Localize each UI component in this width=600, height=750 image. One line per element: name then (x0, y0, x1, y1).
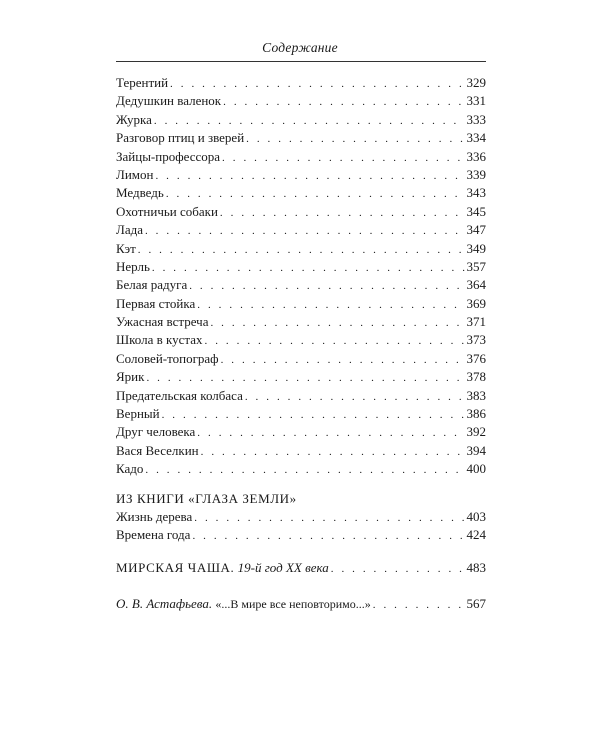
toc-entry-page: 383 (466, 387, 486, 403)
toc-entry-title: Первая стойка (116, 295, 196, 311)
toc-entry-page: 371 (466, 314, 486, 330)
toc-entry-page: 424 (466, 527, 486, 543)
toc-entry[interactable] (116, 387, 486, 405)
leader-dots (138, 241, 465, 259)
leader-dots (166, 185, 465, 203)
toc-entry[interactable] (116, 331, 486, 349)
leader-dots (197, 296, 464, 314)
toc-entry-page: 329 (466, 75, 486, 90)
leader-dots (170, 75, 464, 93)
leader-dots (210, 314, 464, 332)
leader-dots (373, 596, 465, 614)
leader-dots (222, 149, 464, 167)
toc-entry[interactable] (116, 92, 486, 110)
toc-entry-page: 336 (466, 148, 486, 164)
toc-entry-title: Медведь (116, 185, 164, 201)
toc-entry-title: Дедушкин валенок (116, 93, 222, 109)
toc-entry-title: Школа в кустах (116, 332, 203, 348)
toc-entry[interactable] (116, 203, 486, 221)
toc-entry-title: Кэт (116, 240, 136, 256)
toc-entry-title: Лада (116, 222, 143, 238)
toc-entry[interactable] (116, 276, 486, 294)
leader-dots (221, 351, 465, 369)
leader-dots (197, 424, 464, 442)
toc-entry-page: 369 (466, 295, 486, 311)
leader-dots (331, 560, 465, 578)
toc-entry-mirskaya-chasha[interactable] (116, 559, 486, 577)
toc-entry-title: Зайцы-профессора (116, 148, 221, 164)
toc-entry-title: Журка (116, 111, 152, 127)
entry-title-caps: МИРСКАЯ ЧАША. (116, 559, 235, 575)
leader-dots (155, 167, 464, 185)
leader-dots (152, 259, 465, 277)
running-header: Содержание (262, 40, 338, 55)
entry-subtitle: 19-й год XX века (237, 559, 329, 575)
toc-entry[interactable] (116, 166, 486, 184)
toc-entry[interactable] (116, 184, 486, 202)
toc-entry[interactable] (116, 74, 486, 92)
toc-entry-page: 392 (466, 424, 486, 440)
toc-entry-page: 394 (466, 442, 486, 458)
section-entries-glaza-zemli (116, 508, 486, 545)
toc-entry-title: Нерль (116, 258, 150, 274)
toc-entry-title: Друг человека (116, 424, 196, 440)
toc-entry-title: Охотничьи собаки (116, 203, 218, 219)
afterword-title: «...В мире все неповторимо...» (215, 597, 371, 612)
toc-entry-page: 373 (466, 332, 486, 348)
afterword-author: О. В. Астафьева. (116, 596, 213, 612)
toc-entry-page: 567 (466, 596, 486, 612)
toc-entry-title: Времена года (116, 527, 191, 543)
toc-entry[interactable] (116, 350, 486, 368)
toc-entry-page: 376 (466, 350, 486, 366)
toc-entry-page: 347 (466, 222, 486, 238)
toc-entry-afterword[interactable] (116, 595, 486, 613)
toc-entry[interactable] (116, 526, 486, 544)
toc-entry-title: Лимон (116, 166, 154, 182)
header-rule (116, 61, 486, 62)
leader-dots (205, 332, 465, 350)
toc-entry[interactable] (116, 405, 486, 423)
toc-entry-title (116, 595, 371, 613)
toc-entry[interactable] (116, 258, 486, 276)
toc-entry[interactable] (116, 442, 486, 460)
toc-entry-title: Ужасная встреча (116, 314, 209, 330)
table-of-contents (116, 74, 486, 614)
toc-entry[interactable] (116, 221, 486, 239)
toc-entry-page: 386 (466, 406, 486, 422)
leader-dots (145, 222, 465, 240)
leader-dots (245, 388, 465, 406)
toc-entry[interactable] (116, 508, 486, 526)
toc-entry-page: 349 (466, 240, 486, 256)
toc-entry-page: 364 (466, 277, 486, 293)
leader-dots (223, 93, 464, 111)
toc-entry[interactable] (116, 460, 486, 478)
toc-entry-title: Вася Веселкин (116, 442, 199, 458)
toc-entry-page: 357 (466, 258, 486, 274)
toc-entry-title: Жизнь дерева (116, 508, 193, 524)
toc-entry[interactable] (116, 313, 486, 331)
toc-entry-title: Верный (116, 406, 160, 422)
toc-entry-page: 378 (466, 369, 486, 385)
leader-dots (246, 130, 464, 148)
toc-entry[interactable] (116, 368, 486, 386)
toc-entry-title: Кадо (116, 461, 144, 477)
toc-entry[interactable] (116, 423, 486, 441)
toc-entry-title: Соловей-топограф (116, 350, 219, 366)
toc-entry-page: 483 (466, 559, 486, 575)
leader-dots (220, 204, 465, 222)
toc-entry-page: 333 (466, 111, 486, 127)
toc-entry-title: Разговор птиц и зверей (116, 130, 245, 146)
leader-dots (192, 527, 464, 545)
toc-entry-title: Ярик (116, 369, 145, 385)
toc-entry-page: 345 (466, 203, 486, 219)
leader-dots (146, 369, 464, 387)
toc-entry[interactable] (116, 295, 486, 313)
leader-dots (194, 509, 464, 527)
toc-entry-page: 339 (466, 166, 486, 182)
leader-dots (162, 406, 465, 424)
toc-entry[interactable] (116, 148, 486, 166)
toc-entry-title: Терентий (116, 75, 169, 90)
toc-entries (116, 74, 486, 479)
toc-entry-page: 403 (466, 508, 486, 524)
leader-dots (189, 277, 464, 295)
toc-entry-title: Предательская колбаса (116, 387, 243, 403)
toc-entry[interactable] (116, 129, 486, 147)
leader-dots (201, 443, 465, 461)
toc-entry-page: 334 (466, 130, 486, 146)
toc-entry-title: Белая радуга (116, 277, 188, 293)
toc-entry-page: 343 (466, 185, 486, 201)
leader-dots (145, 461, 464, 479)
section-heading-glaza-zemli: ИЗ КНИГИ «ГЛАЗА ЗЕМЛИ» (116, 490, 297, 506)
toc-entry[interactable] (116, 111, 486, 129)
toc-entry-title (116, 559, 329, 577)
leader-dots (154, 112, 465, 130)
toc-entry-page: 400 (466, 461, 486, 477)
toc-entry[interactable] (116, 240, 486, 258)
toc-entry-page: 331 (466, 93, 486, 109)
